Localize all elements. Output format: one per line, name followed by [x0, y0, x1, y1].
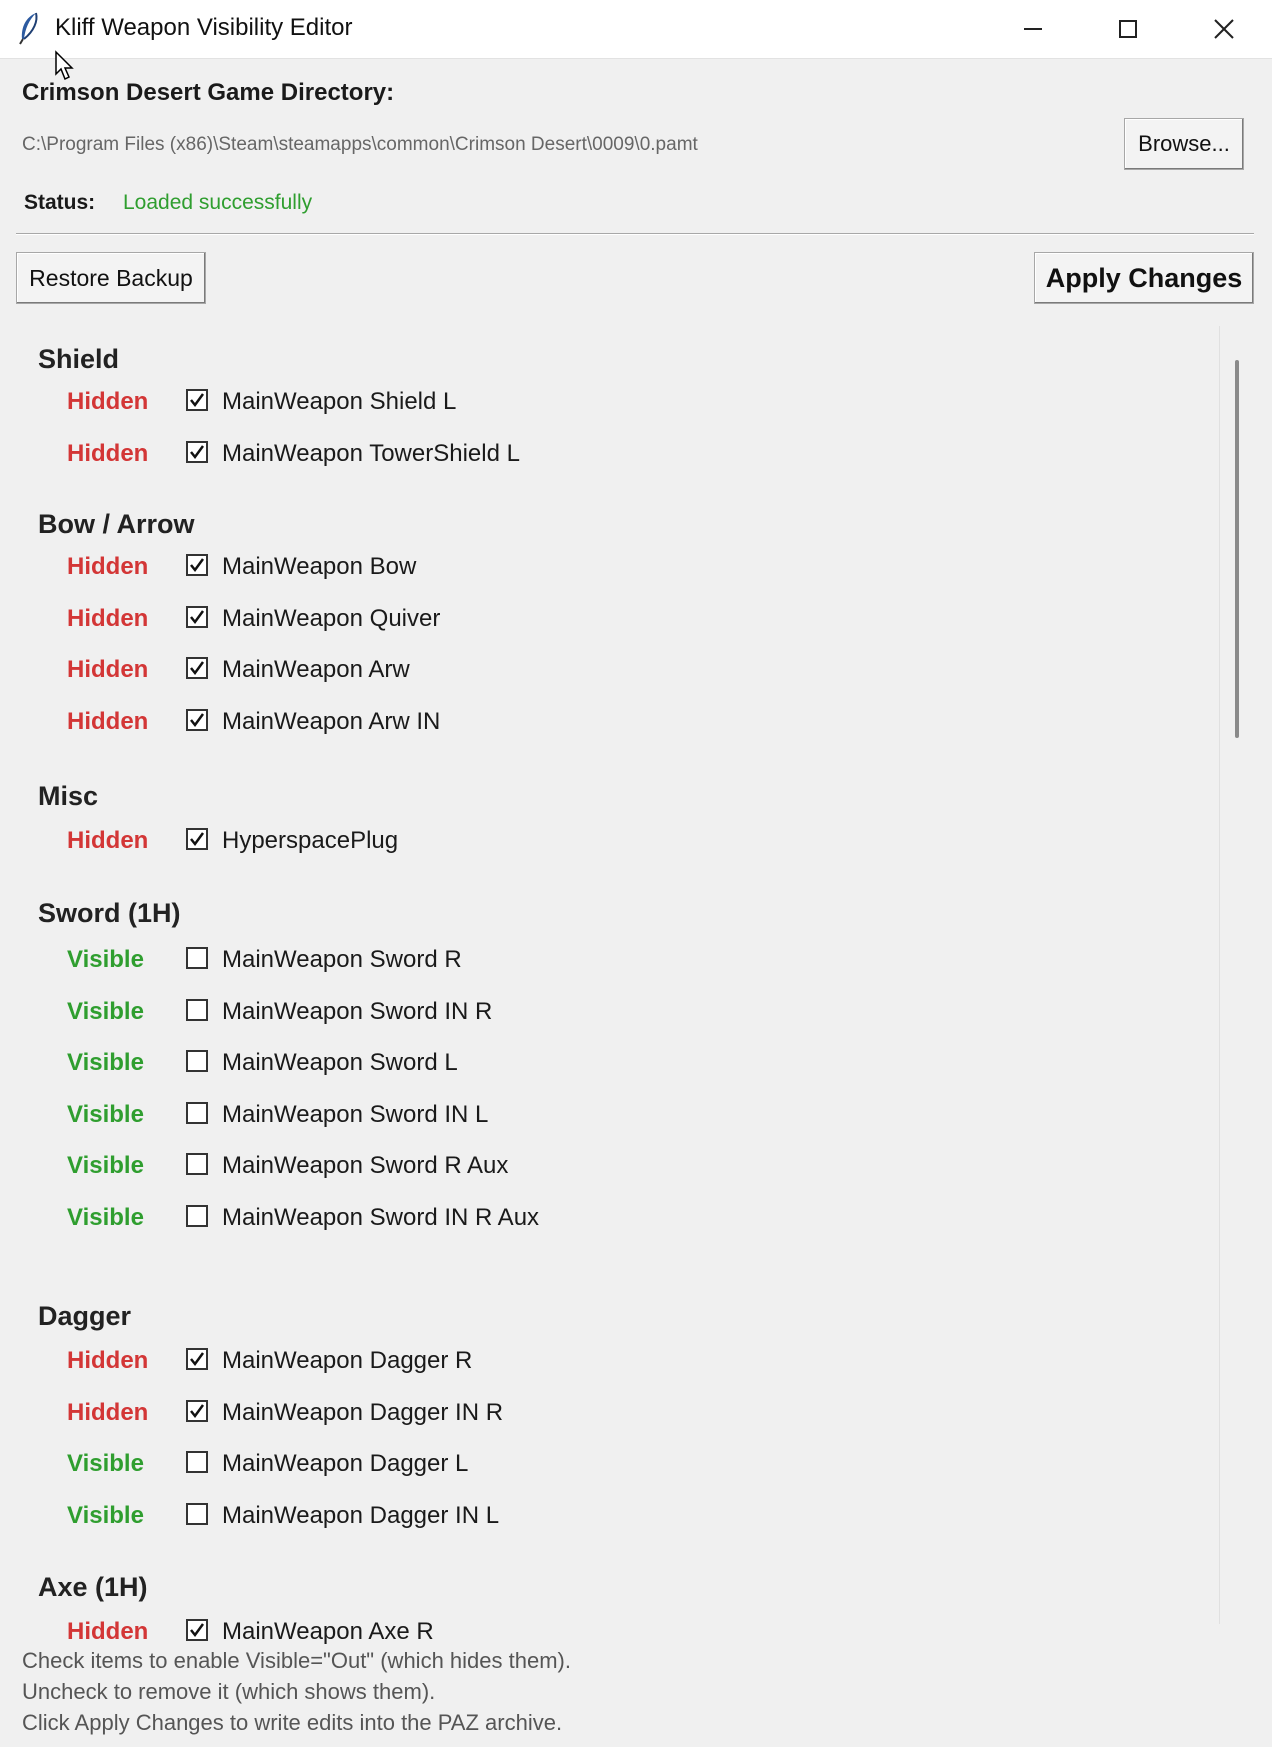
visibility-state: Visible [67, 1203, 144, 1231]
group-title: Misc [38, 781, 99, 811]
checkmark-icon [189, 1622, 205, 1638]
close-button[interactable] [1176, 0, 1272, 58]
maximize-icon [1117, 18, 1139, 40]
weapon-row[interactable] [16, 384, 916, 434]
checkmark-icon [189, 712, 205, 728]
visibility-state: Hidden [67, 1618, 149, 1645]
weapon-row[interactable] [16, 1097, 916, 1147]
weapon-row[interactable] [16, 1200, 916, 1250]
mouse-cursor-icon [54, 50, 76, 82]
hide-checkbox[interactable] [186, 1451, 208, 1473]
weapon-row[interactable] [16, 1446, 916, 1496]
scrollbar-thumb[interactable] [1235, 360, 1239, 738]
directory-path: C:\Program Files (x86)\Steam\steamapps\common\Crimson Desert\0009\0.pamt [22, 134, 698, 155]
weapon-row[interactable] [16, 436, 916, 486]
directory-label: Crimson Desert Game Directory: [22, 79, 395, 106]
hide-checkbox[interactable] [186, 1205, 208, 1227]
checkmark-icon [189, 831, 205, 847]
weapon-row[interactable] [16, 1148, 916, 1198]
hide-checkbox[interactable] [186, 709, 208, 731]
weapon-label[interactable]: MainWeapon Sword IN R [222, 997, 493, 1025]
hide-checkbox[interactable] [186, 1400, 208, 1422]
checkmark-icon [189, 444, 205, 460]
weapon-label[interactable]: MainWeapon Dagger IN L [222, 1501, 500, 1529]
visibility-state: Visible [67, 1450, 144, 1477]
visibility-state: Hidden [67, 553, 149, 580]
weapon-label[interactable]: HyperspacePlug [222, 827, 399, 854]
weapon-list[interactable] [16, 326, 1218, 1645]
checkmark-icon [189, 609, 205, 625]
weapon-label[interactable]: MainWeapon Dagger IN R [222, 1398, 504, 1426]
weapon-label[interactable]: MainWeapon Sword R Aux [222, 1152, 509, 1179]
visibility-state: Visible [67, 997, 144, 1025]
maximize-button[interactable] [1080, 0, 1176, 58]
visibility-state: Visible [67, 1501, 144, 1529]
checkmark-icon [189, 660, 205, 676]
hide-checkbox[interactable] [186, 947, 208, 969]
checkmark-icon [189, 557, 205, 573]
hide-checkbox[interactable] [186, 389, 208, 411]
checkmark-icon [189, 392, 205, 408]
group-title: Axe (1H) [38, 1572, 148, 1602]
weapon-label[interactable]: MainWeapon Shield L [222, 388, 457, 415]
visibility-state: Hidden [67, 388, 149, 415]
weapon-label[interactable]: MainWeapon Arw IN [222, 707, 441, 735]
help-line-2: Uncheck to remove it (which shows them). [22, 1679, 436, 1704]
weapon-row[interactable] [16, 601, 916, 651]
visibility-state: Visible [67, 1152, 144, 1179]
status-value: Loaded successfully [123, 191, 313, 214]
group-title: Shield [38, 344, 120, 374]
weapon-label[interactable]: MainWeapon TowerShield L [222, 439, 520, 467]
weapon-row[interactable] [16, 1343, 916, 1393]
weapon-label[interactable]: MainWeapon Bow [222, 553, 417, 580]
weapon-row[interactable] [16, 652, 916, 702]
minimize-button[interactable] [985, 0, 1081, 58]
weapon-row[interactable] [16, 549, 916, 599]
hide-checkbox[interactable] [186, 1503, 208, 1525]
hide-checkbox[interactable] [186, 606, 208, 628]
minimize-icon [1022, 18, 1044, 40]
visibility-state: Hidden [67, 439, 149, 467]
weapon-label[interactable]: MainWeapon Sword L [222, 1049, 458, 1076]
weapon-row[interactable] [16, 1045, 916, 1095]
hide-checkbox[interactable] [186, 554, 208, 576]
visibility-state: Hidden [67, 707, 149, 735]
visibility-state: Visible [67, 1049, 144, 1076]
hide-checkbox[interactable] [186, 1348, 208, 1370]
weapon-label[interactable]: MainWeapon Dagger R [222, 1347, 473, 1374]
weapon-label[interactable]: MainWeapon Sword R [222, 946, 462, 973]
weapon-row[interactable] [16, 823, 916, 873]
window-title: Kliff Weapon Visibility Editor [55, 14, 353, 41]
checkmark-icon [189, 1403, 205, 1419]
visibility-state: Hidden [67, 1398, 149, 1426]
feather-icon [16, 11, 42, 45]
weapon-label[interactable]: MainWeapon Quiver [222, 604, 441, 632]
status-label: Status: [24, 191, 96, 214]
hide-checkbox[interactable] [186, 828, 208, 850]
group-title: Bow / Arrow [38, 509, 195, 539]
apply-changes-button[interactable]: Apply Changes [1034, 252, 1254, 304]
weapon-label[interactable]: MainWeapon Sword IN L [222, 1100, 489, 1128]
weapon-label[interactable]: MainWeapon Sword IN R Aux [222, 1203, 540, 1231]
weapon-row[interactable] [16, 1498, 916, 1548]
close-icon [1212, 17, 1236, 41]
visibility-state: Hidden [67, 1347, 149, 1374]
weapon-label[interactable]: MainWeapon Axe R [222, 1618, 434, 1645]
hide-checkbox[interactable] [186, 441, 208, 463]
visibility-state: Visible [67, 1100, 144, 1128]
weapon-row[interactable] [16, 1395, 916, 1445]
visibility-state: Visible [67, 946, 144, 973]
weapon-label[interactable]: MainWeapon Dagger L [222, 1450, 469, 1477]
weapon-row[interactable] [16, 994, 916, 1044]
checkmark-icon [189, 1351, 205, 1367]
hide-checkbox[interactable] [186, 1619, 208, 1641]
hide-checkbox[interactable] [186, 1102, 208, 1124]
group-title: Dagger [38, 1301, 132, 1331]
help-line-1: Check items to enable Visible="Out" (which hides them). [22, 1648, 571, 1673]
group-title: Sword (1H) [38, 898, 181, 928]
visibility-state: Hidden [67, 827, 149, 854]
hide-checkbox[interactable] [186, 1153, 208, 1175]
weapon-row[interactable] [16, 942, 916, 992]
divider [16, 233, 1254, 235]
visibility-state: Hidden [67, 604, 149, 632]
restore-backup-button[interactable]: Restore Backup [16, 252, 206, 304]
hide-checkbox[interactable] [186, 657, 208, 679]
help-line-3: Click Apply Changes to write edits into the PAZ archive. [22, 1710, 563, 1735]
browse-button[interactable]: Browse... [1124, 118, 1244, 170]
weapon-label[interactable]: MainWeapon Arw [222, 656, 410, 683]
hide-checkbox[interactable] [186, 1050, 208, 1072]
help-text [22, 1645, 571, 1738]
title-bar [0, 0, 1272, 59]
weapon-row[interactable] [16, 704, 916, 754]
hide-checkbox[interactable] [186, 999, 208, 1021]
visibility-state: Hidden [67, 656, 149, 683]
